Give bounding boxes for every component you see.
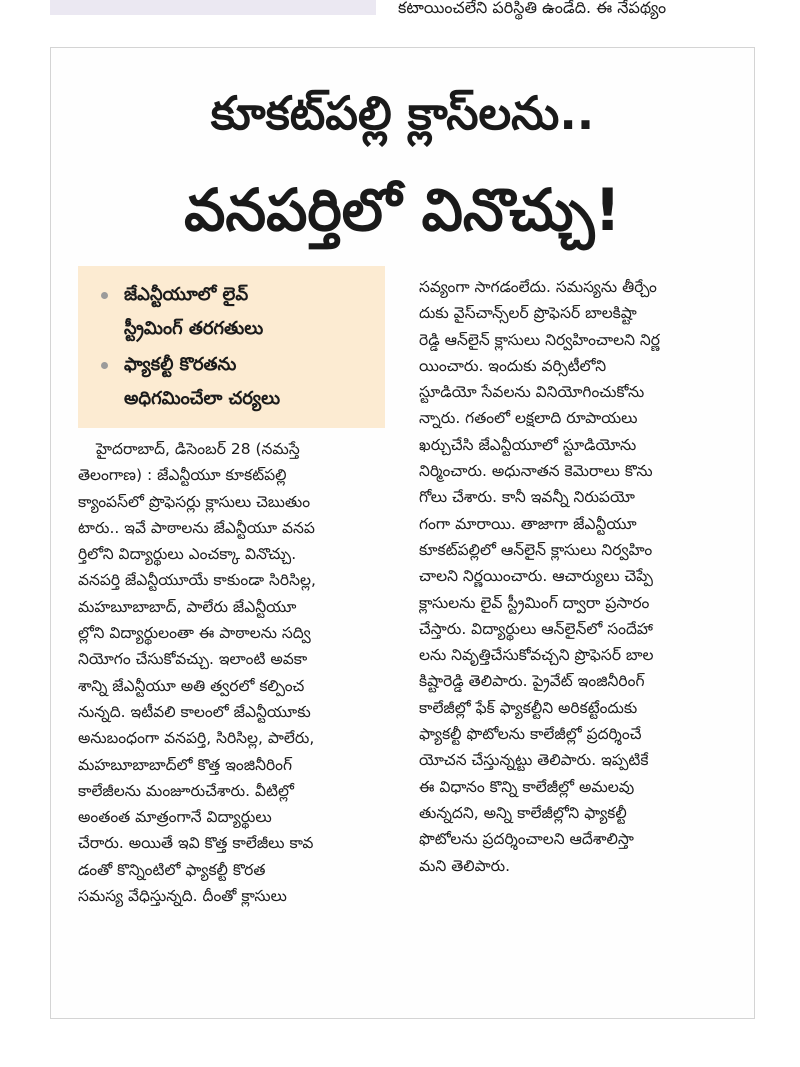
- headline-line-2: వనపర్తిలో వినొచ్చు!: [184, 176, 621, 244]
- top-decorative-bar: [50, 0, 376, 15]
- body-text-line: ల్లోని విద్యార్థులంతా ఈ పాఠాలను సద్వి: [78, 624, 311, 643]
- body-text-line: వనపర్తి జేఎన్టీయూయే కాకుండా సిరిసిల్ల,: [78, 571, 316, 590]
- body-text-line: అనుబంధంగా వనపర్తి, సిరిసిల్ల, పాలేరు,: [78, 729, 315, 748]
- body-text-line: ఫొటోలను ప్రదర్శించాలని ఆదేశాలిస్తా: [419, 830, 634, 849]
- bullet-icon: [101, 362, 108, 369]
- body-text-line: మని తెలిపారు.: [419, 856, 511, 875]
- body-text-line: స్టూడియో సేవలను వినియోగించుకోను: [419, 383, 645, 402]
- body-text-line: టారు.. ఇవే పాఠాలను జేఎన్టీయూ వనప: [78, 518, 315, 537]
- body-text-line: నియోగం చేసుకోవచ్చు. ఇలాంటి అవకా: [78, 650, 308, 669]
- body-text-line: కిష్టారెడ్డి తెలిపారు. ప్రైవేట్ ఇంజినీరింగ్: [419, 672, 645, 691]
- body-text-line: సమస్య వేధిస్తున్నది. దీంతో క్లాసులు: [78, 887, 287, 906]
- body-text-line: నిర్మించారు. అధునాతన కెమెరాలు కొను: [419, 462, 653, 481]
- body-text-line: న్నారు. గతంలో లక్షలాది రూపాయలు: [419, 409, 638, 428]
- body-column-left: [78, 436, 389, 909]
- body-text-line: ర్తిలోని విద్యార్థులు ఎంచక్కా వినొచ్చు.: [78, 545, 297, 564]
- body-text-line: గంగా మారాయి. తాజాగా జేఎన్టీయూ: [419, 514, 637, 533]
- body-text-line: యోచన చేస్తున్నట్టు తెలిపారు. ఇప్పటికే: [419, 751, 649, 770]
- body-text-line: ఫ్యాకల్టీ ఫొటోలను కాలేజీల్లో ప్రదర్శించే: [419, 725, 642, 744]
- body-text-line: క్యాంపస్‌లో ప్రొఫెసర్లు క్లాసులు చెబుతుం: [78, 492, 311, 511]
- highlight-text: ఫ్యాకల్టీ కొరతను: [124, 354, 237, 375]
- body-text-line: మహబూబాబాద్‌లో కొత్త ఇంజినీరింగ్: [78, 755, 293, 774]
- body-text-line: కాలేజీలను మంజూరుచేశారు. వీటిల్లో: [78, 781, 294, 800]
- body-text-line: యించారు. ఇందుకు వర్సిటీలోని: [419, 356, 607, 375]
- highlight-text: జేఎన్టీయూలో లైవ్: [124, 284, 249, 305]
- headline-line-1: కూకట్‌పల్లి క్లాస్‌లను..: [210, 86, 595, 140]
- body-text-line: చేస్తారు. విద్యార్థులు ఆన్‌లైన్‌లో సందేహా: [419, 619, 653, 638]
- highlight-text: స్ట్రీమింగ్ తరగతులు: [124, 318, 264, 339]
- highlights-box: [78, 266, 385, 428]
- body-text-line: అంతంత మాత్రంగానే విద్యార్థులు: [78, 808, 272, 827]
- body-text-line: తెలంగాణ) : జేఎన్టీయూ కూకట్‌పల్లి: [78, 466, 287, 485]
- body-text-line: లను నివృత్తిచేసుకోవచ్చని ప్రొఫెసర్ బాల: [419, 646, 654, 665]
- highlight-text: అధిగమించేలా చర్యలు: [124, 388, 281, 409]
- body-text-line: క్లాసులను లైవ్ స్ట్రీమింగ్ ద్వారా ప్రసారం: [419, 593, 650, 612]
- body-text-line: చాలని నిర్ణయించారు. ఆచార్యులు చెప్పే: [419, 567, 653, 586]
- body-column-right: [419, 274, 729, 879]
- body-text-line: గోలు చేశారు. కానీ ఇవన్నీ నిరుపయో: [419, 488, 635, 507]
- body-text-line: డంతో కొన్నింటిలో ఫ్యాకల్టీ కొరత: [78, 860, 266, 879]
- body-text-line: తున్నదని, అన్ని కాలేజీల్లోని ఫ్యాకల్టీ: [419, 803, 627, 822]
- body-text-line: రెడ్డి ఆన్‌లైన్ క్లాసులు నిర్వహించాలని నిర్ణ: [419, 330, 660, 349]
- body-text-line: సవ్యంగా సాగడంలేదు. సమస్యను తీర్చేం: [419, 278, 657, 296]
- body-text-line: కూకట్‌పల్లిలో ఆన్‌లైన్ క్లాసులు నిర్వహిం: [419, 540, 653, 559]
- body-text-line: కాలేజీల్లో ఫేక్ ఫ్యాకల్టీని అరికట్టేందుకు: [419, 698, 638, 717]
- body-text-line: హైదరాబాద్, డిసెంబర్ 28 (నమస్తే: [96, 440, 300, 458]
- body-text-line: దుకు వైస్‌చాన్స్‌లర్ ప్రొఫెసర్ బాలకిష్టా: [419, 304, 637, 323]
- body-text-line: నున్నది. ఇటీవలి కాలంలో జేఎన్టీయూకు: [78, 702, 311, 721]
- body-text-line: చేరారు. అయితే ఇవి కొత్త కాలేజీలు కావ: [78, 834, 314, 853]
- news-article: [50, 47, 755, 1019]
- previous-article-text: కటాయించలేని పరిస్థితి ఉండేది. ఈ నేపథ్యం: [398, 0, 667, 17]
- body-text-line: శాన్ని జేఎన్టీయూ అతి త్వరలో కల్పించ: [78, 676, 305, 695]
- body-text-line: ఖర్చుచేసి జేఎన్టీయూలో స్టూడియోను: [419, 435, 637, 454]
- bullet-icon: [101, 292, 108, 299]
- body-text-line: మహబూబాబాద్, పాలేరు జేఎన్టీయూ: [78, 597, 297, 616]
- body-text-line: ఈ విధానం కొన్ని కాలేజీల్లో అమలవు: [419, 777, 635, 796]
